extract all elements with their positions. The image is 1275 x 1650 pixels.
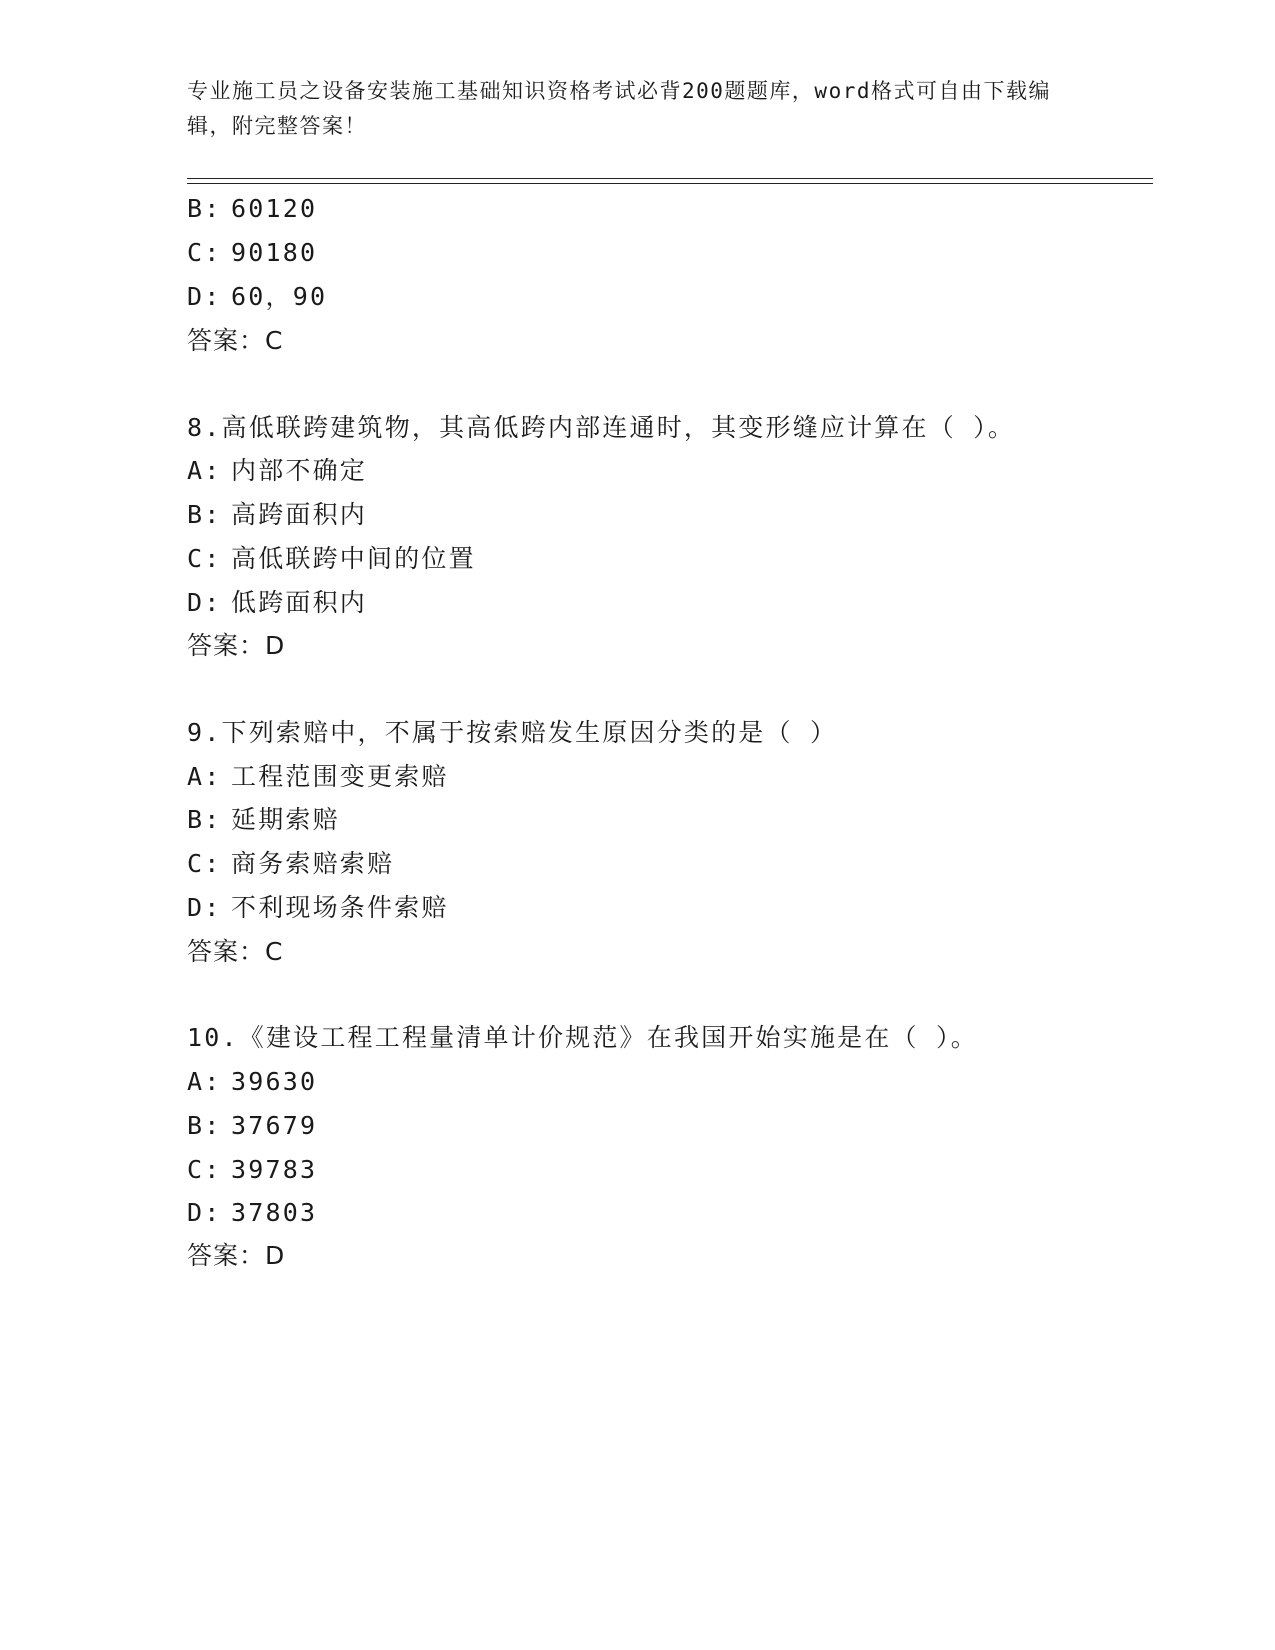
answer-line: 答案：D xyxy=(187,1241,286,1270)
option-letter: B: xyxy=(187,805,222,834)
option-line xyxy=(187,1111,317,1141)
header-divider-top xyxy=(187,178,1153,179)
option-letter: D: xyxy=(187,893,222,922)
option-letter: A: xyxy=(187,1067,222,1096)
header-divider-bottom xyxy=(187,183,1153,184)
option-line xyxy=(187,893,449,923)
option-line xyxy=(187,588,367,618)
option-letter: B: xyxy=(187,500,222,529)
option-line xyxy=(187,194,317,224)
option-text: 60，90 xyxy=(231,282,328,311)
option-letter: A: xyxy=(187,456,222,485)
option-line xyxy=(187,849,394,879)
option-text: 37803 xyxy=(231,1198,318,1227)
option-text: 内部不确定 xyxy=(231,456,368,485)
option-text: 商务索赔索赔 xyxy=(231,849,395,878)
option-letter: C: xyxy=(187,849,222,878)
option-text: 工程范围变更索赔 xyxy=(231,762,449,791)
option-line xyxy=(187,1155,317,1185)
option-letter: C: xyxy=(187,1155,222,1184)
option-text: 不利现场条件索赔 xyxy=(231,893,449,922)
option-letter: C: xyxy=(187,238,222,267)
option-line xyxy=(187,282,327,312)
document-title: 专业施工员之设备安装施工基础知识资格考试必背200题题库，word格式可自由下载编辑，附完整答案！ xyxy=(187,79,1051,138)
option-text: 37679 xyxy=(231,1111,318,1140)
option-text: 延期索赔 xyxy=(231,805,340,834)
option-text: 60120 xyxy=(231,194,318,223)
option-line xyxy=(187,805,340,835)
option-letter: B: xyxy=(187,194,222,223)
question-stem: 10.《建设工程工程量清单计价规范》在我国开始实施是在（ ）。 xyxy=(187,1023,978,1052)
option-line xyxy=(187,762,449,792)
option-line xyxy=(187,544,476,574)
option-text: 高低联跨中间的位置 xyxy=(231,544,476,573)
option-letter: C: xyxy=(187,544,222,573)
answer-line: 答案：C xyxy=(187,937,284,966)
option-line xyxy=(187,1198,317,1228)
option-letter: B: xyxy=(187,1111,222,1140)
option-text: 39630 xyxy=(231,1067,318,1096)
answer-line: 答案：C xyxy=(187,326,284,355)
option-text: 90180 xyxy=(231,238,318,267)
question-stem: 8.高低联跨建筑物，其高低跨内部连通时，其变形缝应计算在（ ）。 xyxy=(187,413,1016,442)
option-line xyxy=(187,500,367,530)
option-line xyxy=(187,456,367,486)
option-text: 高跨面积内 xyxy=(231,500,368,529)
answer-line: 答案：D xyxy=(187,631,286,660)
option-letter: A: xyxy=(187,762,222,791)
option-letter: D: xyxy=(187,588,222,617)
option-letter: D: xyxy=(187,1198,222,1227)
option-text: 39783 xyxy=(231,1155,318,1184)
option-letter: D: xyxy=(187,282,222,311)
option-line xyxy=(187,1067,317,1097)
option-line xyxy=(187,238,317,268)
option-text: 低跨面积内 xyxy=(231,588,368,617)
question-stem: 9.下列索赔中，不属于按索赔发生原因分类的是（ ） xyxy=(187,718,838,747)
